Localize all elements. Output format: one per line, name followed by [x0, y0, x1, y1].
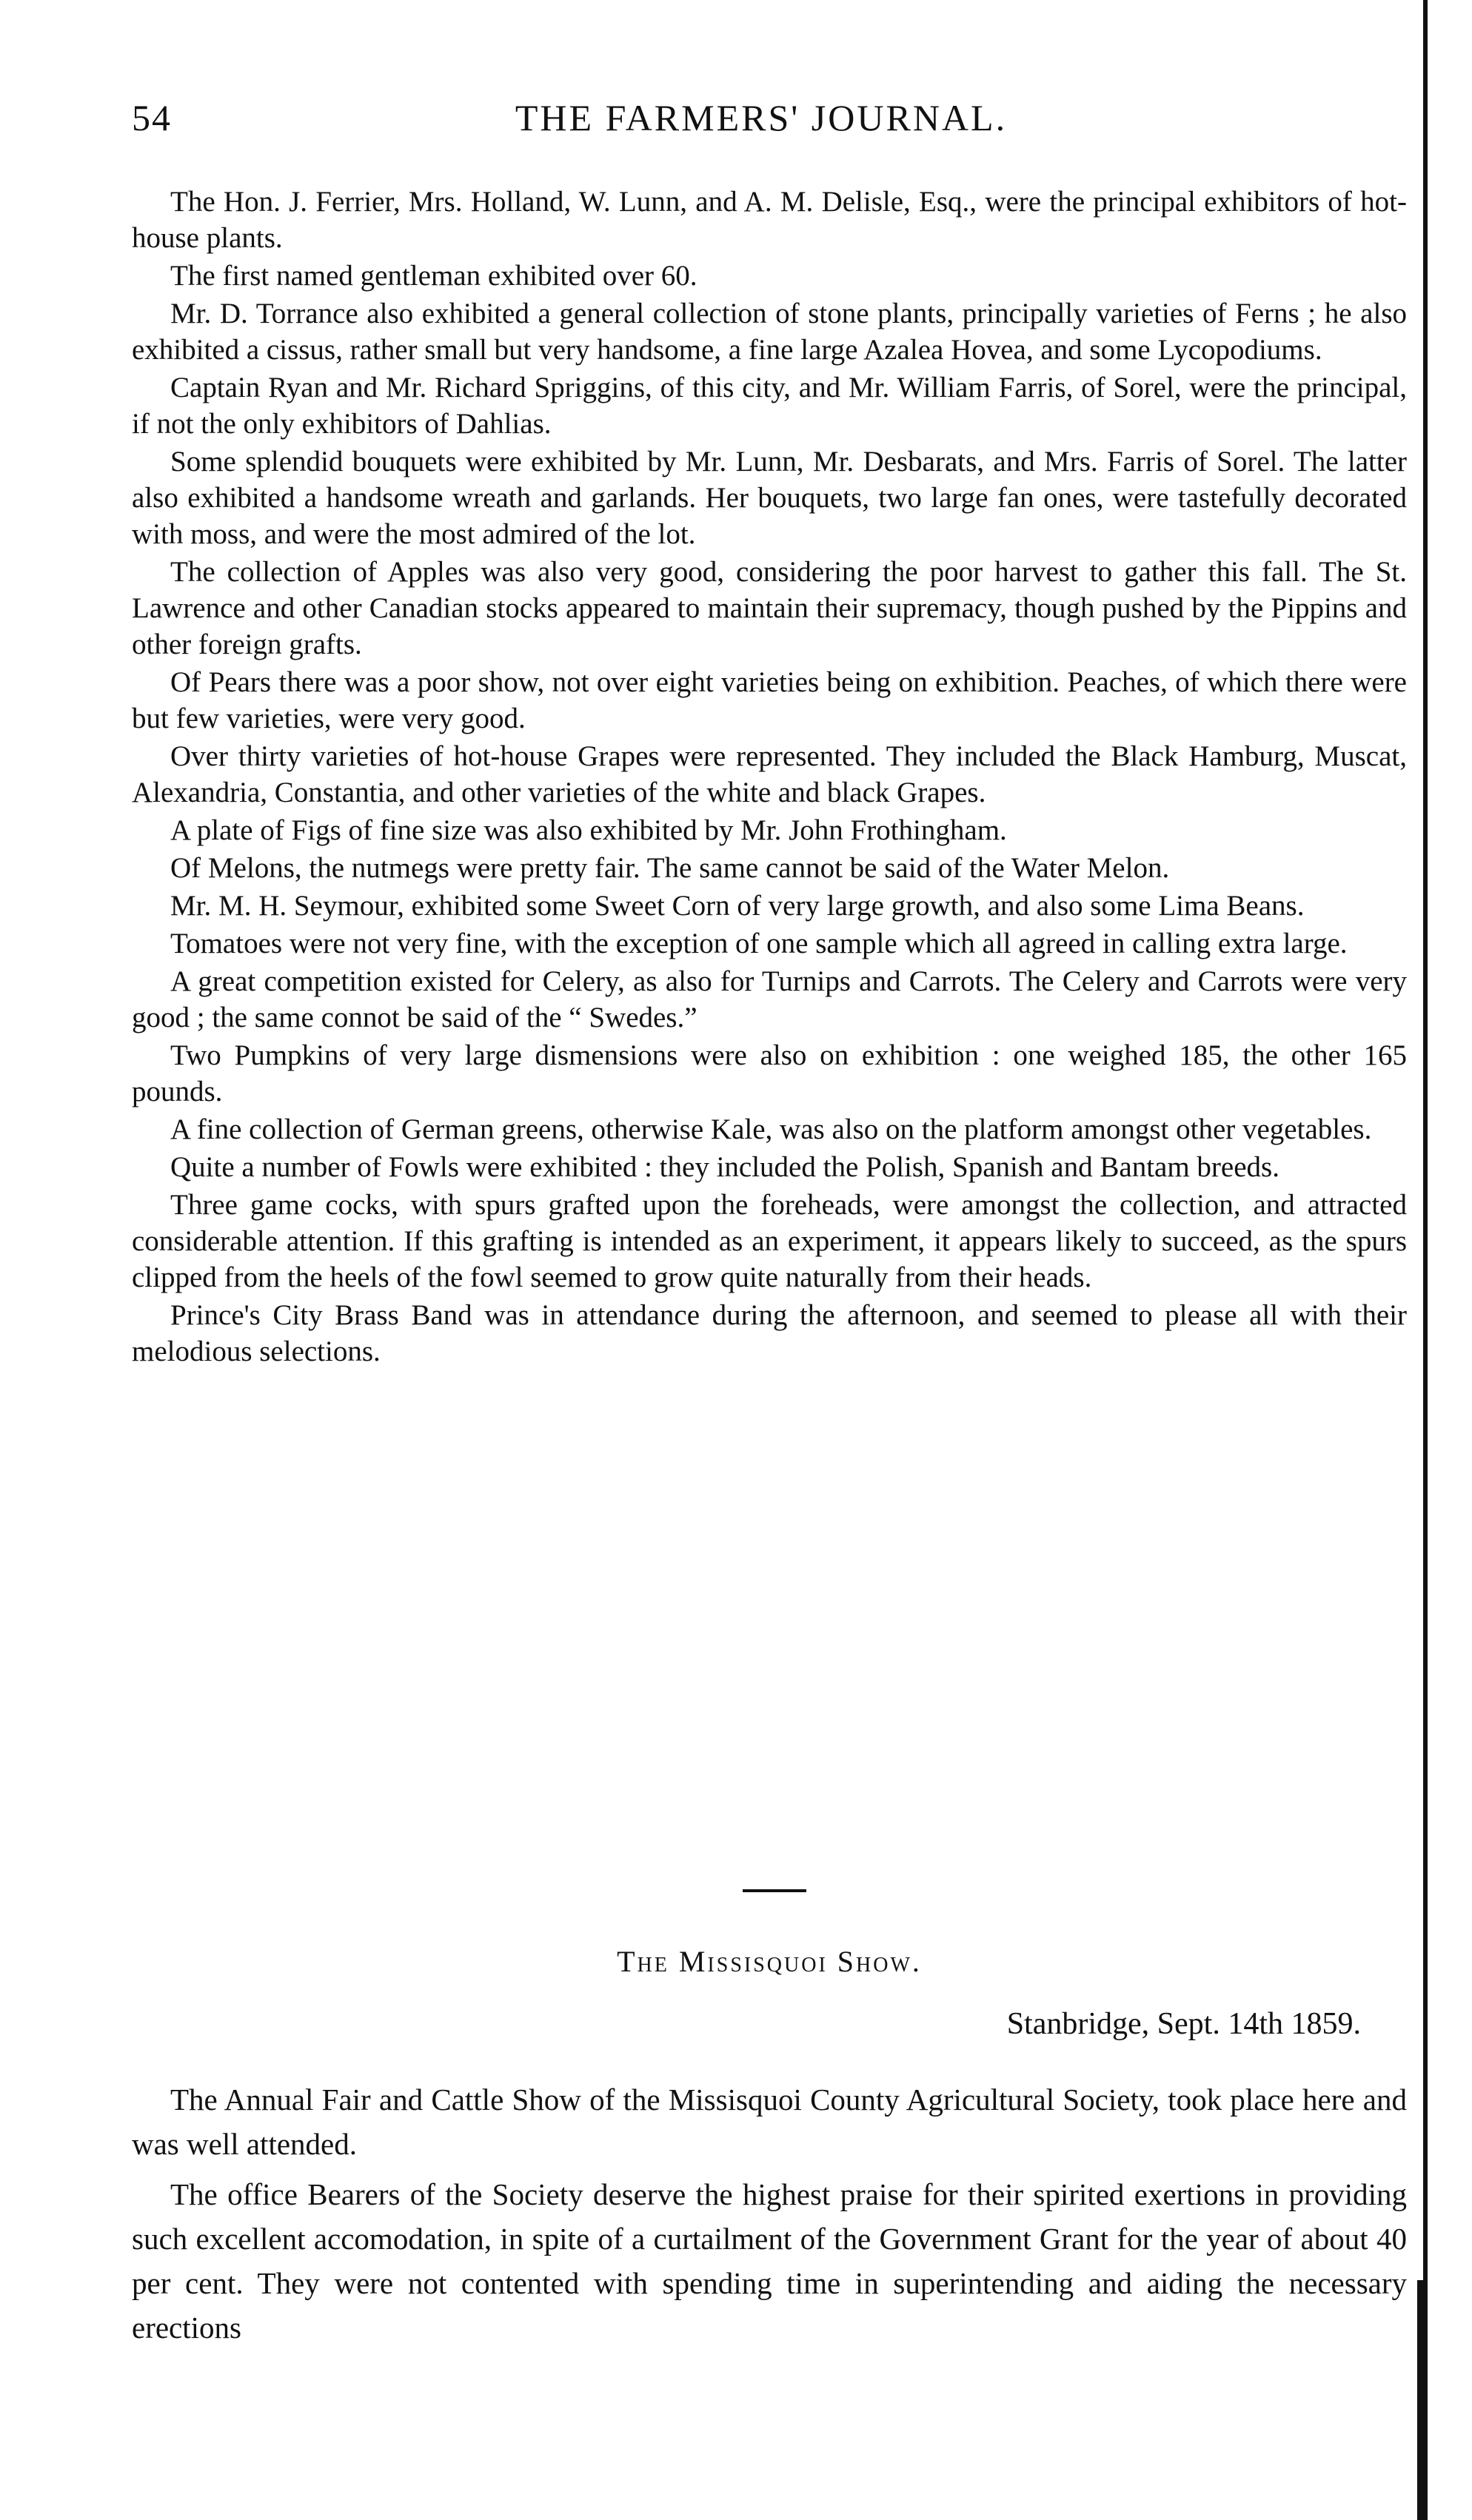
- paragraph: The Annual Fair and Cattle Show of the Missisquoi County Agricultural Society, took place here and was well attended.: [132, 2082, 1407, 2161]
- paragraph: Of Melons, the nutmegs were pretty fair. The same cannot be said of the Water Melon.: [170, 852, 1170, 884]
- dateline: Stanbridge, Sept. 14th 1859.: [1006, 2007, 1361, 2041]
- paragraph: Mr. M. H. Seymour, exhibited some Sweet Corn of very large growth, and also some Lima Beans.: [170, 890, 1305, 922]
- page-edge-rule: [1423, 0, 1428, 2520]
- running-title: THE FARMERS' JOURNAL.: [515, 97, 1008, 138]
- paragraph: Over thirty varieties of hot-house Grapes were represented. They included the Black Hamburg, Muscat, Alexandria, Constantia, and other varieties of the white and black Grapes.: [132, 740, 1407, 808]
- paragraph: Tomatoes were not very fine, with the exception of one sample which all agreed in calling extra large.: [170, 928, 1348, 959]
- article-body-2: [132, 2077, 1407, 2356]
- paragraph: Of Pears there was a poor show, not over eight varieties being on exhibition. Peaches, of which there were but few varieties, were very good.: [132, 666, 1407, 734]
- paragraph: Two Pumpkins of very large dismensions were also on exhibition : one weighed 185, the other 165 pounds.: [132, 1039, 1407, 1107]
- article-body: [132, 184, 1407, 1371]
- paragraph: Quite a number of Fowls were exhibited : they included the Polish, Spanish and Bantam breeds.: [170, 1151, 1279, 1183]
- paragraph: The collection of Apples was also very good, considering the poor harvest to gather this fall. The St. Lawrence and other Canadian stocks appeared to maintain their supremacy, though pushed by the Pippins and other foreign grafts.: [132, 556, 1407, 660]
- paragraph: The office Bearers of the Society deserve the highest praise for their spirited exertions in providing such excellent accomodation, in spite of a curtailment of the Government Grant for the year of about 40 per cent. They were not contented with spending time in superintending and aiding the necessary erections: [132, 2177, 1407, 2345]
- paragraph: Prince's City Brass Band was in attendance during the afternoon, and seemed to please all with their melodious selections.: [132, 1299, 1407, 1367]
- paragraph: A fine collection of German greens, otherwise Kale, was also on the platform amongst other vegetables.: [170, 1113, 1372, 1145]
- section-heading: The Missisquoi Show.: [617, 1945, 922, 1978]
- paragraph: Some splendid bouquets were exhibited by Mr. Lunn, Mr. Desbarats, and Mrs. Farris of Sorel. The latter also exhibited a handsome wreath and garlands. Her bouquets, two large fan ones, were tastefully decorated with moss, and were the most admired of the lot.: [132, 446, 1407, 550]
- paragraph: Three game cocks, with spurs grafted upon the foreheads, were amongst the collection, and attracted considerable attention. If this grafting is intended as an experiment, it appears likely to succeed, as the spurs clipped from the heels of the fowl seemed to grow quite naturally from their heads.: [132, 1189, 1407, 1293]
- paragraph: The Hon. J. Ferrier, Mrs. Holland, W. Lunn, and A. M. Delisle, Esq., were the principal exhibitors of hot-house plants.: [132, 186, 1407, 254]
- paragraph: A great competition existed for Celery, as also for Turnips and Carrots. The Celery and Carrots were very good ; the same connot be said of the “ Swedes.”: [132, 965, 1407, 1033]
- page-number: 54: [132, 97, 172, 138]
- paragraph: A plate of Figs of fine size was also exhibited by Mr. John Frothingham.: [170, 814, 1007, 846]
- section-separator: [743, 1889, 806, 1892]
- page-edge-shadow: [1417, 2280, 1428, 2520]
- page-header: [132, 96, 1391, 155]
- paragraph: Captain Ryan and Mr. Richard Spriggins, of this city, and Mr. William Farris, of Sorel, were the principal, if not the only exhibitors of Dahlias.: [132, 372, 1407, 440]
- paragraph: Mr. D. Torrance also exhibited a general collection of stone plants, principally varieties of Ferns ; he also exhibited a cissus, rather small but very handsome, a fine large Azalea Hovea, and some Lycopodiums.: [132, 298, 1407, 366]
- paragraph: The first named gentleman exhibited over 60.: [170, 260, 697, 292]
